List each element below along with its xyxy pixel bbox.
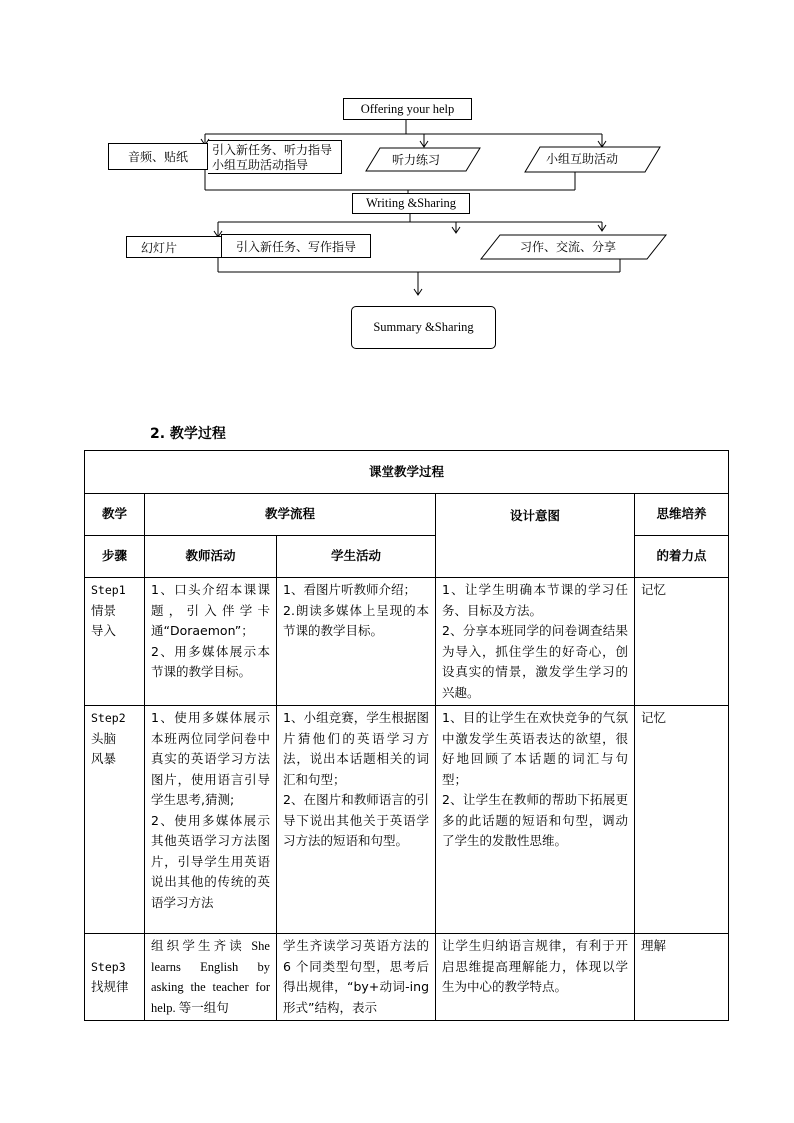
step-cell (85, 934, 145, 1021)
task-box-2 (221, 234, 371, 258)
header-thinking-top: 思维培养 (635, 494, 729, 536)
step-cell (85, 706, 145, 934)
media-box-2 (126, 236, 222, 258)
offering-help-box (343, 98, 472, 120)
summary-sharing-label: Summary &Sharing (373, 320, 474, 334)
media-label-2: 幻灯片 (141, 240, 178, 255)
listening-label: 听力练习 (392, 153, 441, 167)
writing-sharing-label: Writing &Sharing (365, 196, 457, 210)
section-title: 2. 教学过程 (150, 426, 226, 442)
practice-label: 习作、交流、分享 (520, 240, 617, 254)
task1-line2: 小组互助活动指导 (212, 158, 309, 172)
step-cn: 头脑 风暴 (91, 730, 117, 766)
step-cn: 情景 导入 (91, 602, 117, 638)
table-row (85, 578, 729, 706)
writing-sharing-box (352, 193, 470, 214)
design-intent: 1、目的让学生在欢快竞争的气氛中激发学生英语表达的欲望，很好地回顾了本话题的词汇与句型； 2、让学生在教师的帮助下拓展更多的此话题的短语和句型，调动了学生的发散性思维。 (436, 706, 635, 934)
header-student: 学生活动 (277, 536, 436, 578)
header-design: 设计意图 (436, 494, 635, 578)
thinking-focus: 理解 (635, 934, 729, 1021)
step-en: Step2 (91, 711, 126, 725)
media-label-1: 音频、贴纸 (127, 150, 188, 164)
step-cn: 找规律 (91, 979, 129, 994)
media-box-1 (108, 143, 208, 170)
design-intent: 让学生归纳语言规律，有利于开启思维提高理解能力，体现以学生为中心的教学特点。 (436, 934, 635, 1021)
design-intent: 1、让学生明确本节课的学习任务、目标及方法。 2、分享本班同学的问卷调查结果为导入，抓住学生的好奇心，创设真实的情景，激发学生学习的兴趣。 (436, 578, 635, 706)
teacher-activity: 1、口头介绍本课课题，引入伴学卡通“Doraemon”； 2、用多媒体展示本节课的教学目标。 (145, 578, 277, 706)
header-step-bottom: 步骤 (85, 536, 145, 578)
summary-sharing-box (351, 306, 496, 349)
thinking-focus: 记忆 (635, 706, 729, 934)
thinking-focus: 记忆 (635, 578, 729, 706)
header-teacher: 教师活动 (145, 536, 277, 578)
step-en: Step1 (91, 583, 126, 597)
group-help-label: 小组互助活动 (546, 152, 619, 166)
offering-help-label: Offering your help (360, 101, 455, 116)
table-row (85, 706, 729, 934)
table-caption: 课堂教学过程 (85, 451, 729, 494)
header-thinking-bottom: 的着力点 (635, 536, 729, 578)
teaching-process-table (84, 450, 729, 1021)
task1-line1: 引入新任务、听力指导 (212, 143, 333, 157)
student-activity: 1、小组竞赛，学生根据图片猜他们的英语学习方法，说出本话题相关的词汇和句型； 2、在图片和教师语言的引导下说出其他关于英语学习方法的短语和句型。 (277, 706, 436, 934)
header-flow: 教学流程 (145, 494, 436, 536)
table-row (85, 934, 729, 1021)
step-en: Step3 (91, 959, 126, 974)
student-activity: 1、看图片听教师介绍； 2.朗读多媒体上呈现的本节课的教学目标。 (277, 578, 436, 706)
step-cell (85, 578, 145, 706)
header-step-top: 教学 (85, 494, 145, 536)
student-activity: 学生齐读学习英语方法的 6 个同类型句型，思考后得出规律，“by+动词-ing 形式”结构，表示 (277, 934, 436, 1021)
teacher-activity: 组织学生齐读 She learns English by asking the teacher for help. 等一组句 (145, 934, 277, 1021)
task2-label: 引入新任务、写作指导 (235, 239, 356, 254)
task-box-1 (208, 140, 342, 174)
teacher-activity: 1、使用多媒体展示本班两位同学问卷中真实的英语学习方法图片，使用语言引导学生思考,猜测; 2、使用多媒体展示其他英语学习方法图片，引导学生用英语说出其他的传统的英语学习方法 (145, 706, 277, 934)
